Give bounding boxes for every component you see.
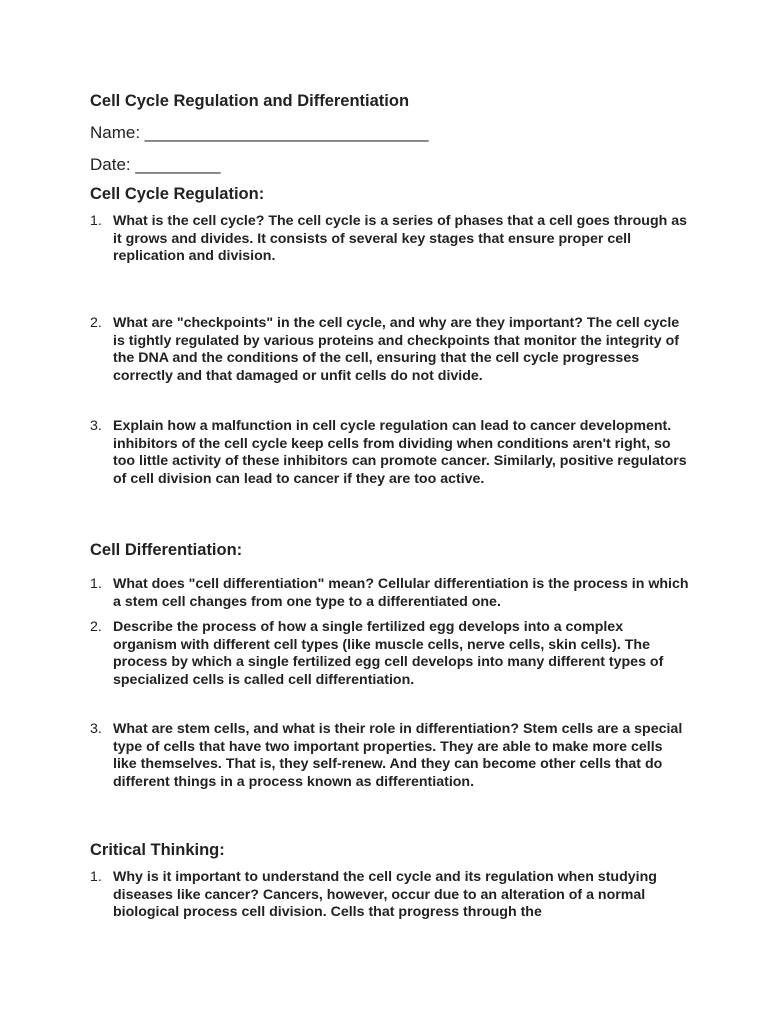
- name-field: Name: ______________________________: [90, 123, 429, 142]
- section-heading-cell-differentiation: Cell Differentiation:: [90, 541, 243, 559]
- item-number: 1.: [90, 213, 102, 229]
- item-number: 3.: [90, 721, 102, 737]
- date-field: Date: _________: [90, 155, 221, 174]
- list-item: [90, 721, 690, 791]
- list-item: [90, 869, 690, 922]
- list-item: [90, 418, 690, 488]
- document-title: Cell Cycle Regulation and Differentiation: [90, 92, 410, 110]
- list-item: [90, 576, 690, 611]
- item-number: 2.: [90, 619, 102, 635]
- item-text: What are "checkpoints" in the cell cycle, and why are they important? The cell cycle is tightly regulated by various proteins and checkpoints that monitor the integrity of the DNA and the conditions of the cell, ensuring that the cell cycle progresses correctly and that damaged or unfit cells do not divide.: [113, 315, 680, 384]
- item-text: Describe the process of how a single fertilized egg develops into a complex organism with different cell types (like muscle cells, nerve cells, skin cells). The process by which a single fertilized egg cell develops into many different types of specialized cells is called cell differentiation.: [113, 619, 664, 688]
- section-heading-cell-cycle-regulation: Cell Cycle Regulation:: [90, 185, 265, 203]
- item-number: 1.: [90, 576, 102, 592]
- item-number: 1.: [90, 869, 102, 885]
- item-text: What is the cell cycle? The cell cycle is a series of phases that a cell goes through as it grows and divides. It consists of several key stages that ensure proper cell replication and division.: [113, 213, 688, 265]
- list-item: [90, 213, 690, 266]
- section-heading-critical-thinking: Critical Thinking:: [90, 841, 225, 859]
- item-number: 3.: [90, 418, 102, 434]
- item-text: Explain how a malfunction in cell cycle regulation can lead to cancer development. inhibitors of the cell cycle keep cells from dividing when conditions aren't right, so too little activity of these inhibitors can promote cancer. Similarly, positive regulators of cell division can lead to cancer if they are too active.: [113, 418, 687, 487]
- list-item: [90, 315, 690, 385]
- list-item: [90, 619, 690, 689]
- item-text: What are stem cells, and what is their role in differentiation? Stem cells are a special type of cells that have two important properties. They are able to make more cells like themselves. That is, they self-renew. And they can become other cells that do different things in a process known as differentiation.: [113, 721, 683, 790]
- item-text: Why is it important to understand the cell cycle and its regulation when studying diseases like cancer? Cancers, however, occur due to an alteration of a normal biological process cell division. Cells that progress through the: [113, 869, 657, 921]
- item-text: What does "cell differentiation" mean? Cellular differentiation is the process in which a stem cell changes from one type to a differentiated one.: [113, 576, 689, 610]
- item-number: 2.: [90, 315, 102, 331]
